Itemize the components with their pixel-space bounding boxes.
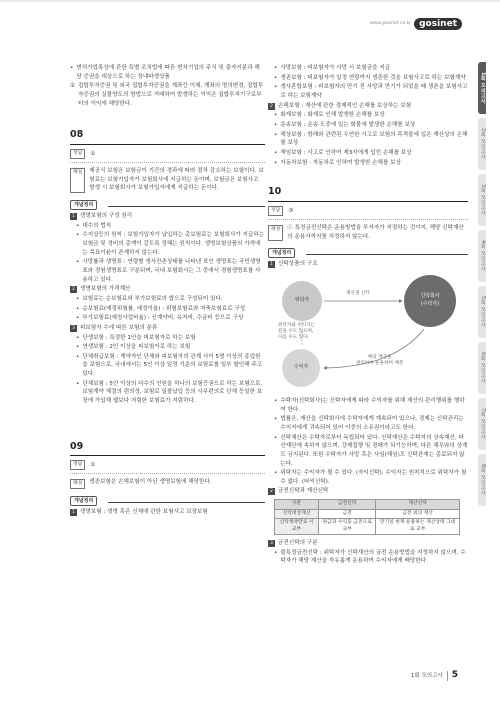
divider <box>70 162 265 163</box>
explanation <box>70 167 265 193</box>
right-column <box>268 64 468 567</box>
list-item: • 단생보험 : 특정한 1인을 피보험자로 하는 보험 <box>76 334 196 341</box>
explanation-text: 제공식 보험은 보험금이 기간의 경과에 따라 점차 감소하는 보험이다. 보험료는 보험가입자가 보험회사에 지급하는 돈이며, 보험금은 보험사고 발생 시 보험회사가 보험가입자에게 지급하는 돈이다. <box>89 168 264 192</box>
table-header-row <box>275 500 460 509</box>
divider <box>70 473 265 474</box>
table-cell: 만기일 현재 운용하는 재산상태 그대로 교부 <box>376 519 460 535</box>
list-item: • 생존보험 : 피보험자가 일정 연령까지 생존한 것을 보험사고로 하는 보험계약 <box>274 74 466 81</box>
list-item: • 부가보험료(예정사업비율) : 신계약비, 유지비, 수금비 등으로 구성 <box>76 315 244 322</box>
divider <box>108 502 265 503</box>
explanation-tag: 해설 <box>70 479 85 489</box>
question-number: 08 <box>70 128 265 145</box>
table-header: 금전신탁 <box>319 500 376 509</box>
list-item: • 해상보험 : 항해와 관련된 우연한 사고로 보험의 목적물에 입은 재산상의 손해를 보상 <box>274 131 468 147</box>
list-item: ② 집합투자증권 및 외국 집합투자증권을 계좌간 이체, 계좌의 명의변경, 집합투자증권의 실물양도의 방법으로 거래하여 발생하는 이익은 집합투자기구로부터의 이익에 해당한다. <box>70 83 264 107</box>
answer-line <box>268 206 468 216</box>
footer-divider <box>447 671 448 681</box>
table-cell: 신탁대상재산 <box>275 509 319 518</box>
table-cell: 금전 외의 재산 <box>376 509 460 518</box>
page-footer <box>411 669 458 683</box>
list-item: • 화재보험 : 화재로 인해 발생한 손해를 보상 <box>274 112 385 119</box>
explanation <box>70 478 265 489</box>
question-10 <box>268 185 468 566</box>
explanation-tag: 해설 <box>268 225 283 241</box>
node-beneficiary: 수익자 <box>282 349 320 387</box>
table-cell: 신탁계약만료 시 교부 <box>275 519 319 535</box>
top-rule <box>0 0 500 2</box>
list-item: • 수지상등의 원칙 : 보험가입자가 납입하는 총보험료는 보험회사가 지급하는 보험금 및 경비의 총액이 같도록 정해는 원칙이다. 생명보험상품의 가격에는 목표이윤이 존재하지 않는다. <box>76 232 265 256</box>
site-url: www.gosinet.co.kr <box>369 20 412 26</box>
divider <box>108 206 265 207</box>
tab-mock-exam-5[interactable]: 5회 모의고사 <box>478 286 486 338</box>
list-item: • 운송보험 : 운송 도중에 있는 화물에 발생한 손해를 보상 <box>274 121 416 128</box>
concept-label: 개념정리 <box>268 248 295 258</box>
list-item: • 불특정금전신탁 : 위탁자가 신탁재산의 금전 운용방법을 지정하지 않으며, 수탁자가 해당 재산을 자유롭게 운용하여 수익자에게 배당한다. <box>274 549 466 565</box>
list-item: • 대수의 법칙 <box>76 222 112 229</box>
tab-mock-exam-2[interactable]: 2회 모의고사 <box>478 118 486 170</box>
table-header: 재산신탁 <box>376 500 460 509</box>
section-heading: 3 피보험자 수에 따른 보험의 분류 <box>70 324 265 333</box>
list-item: • 순보험료(예정위험률, 예정이율) : 위험보험료와 저축보험료로 구성 <box>76 305 246 312</box>
answer-value: ① <box>90 150 96 157</box>
divider <box>268 219 468 220</box>
left-column <box>70 64 265 518</box>
question-number: 10 <box>268 185 468 202</box>
brand-logo: gosinet <box>414 18 462 30</box>
question-number: 09 <box>70 440 265 457</box>
list-item: • 보험료는 순보험료와 부가보험료의 합으로 구성되어 있다. <box>76 295 223 302</box>
table-row <box>275 509 460 518</box>
list-item: • 사망보험 : 피보험자가 사망 시 보험금을 지급 <box>274 65 391 71</box>
question-08 <box>70 128 265 405</box>
tab-mock-exam-7[interactable]: 7회 모의고사 <box>478 398 486 450</box>
explanation <box>268 224 468 241</box>
table-header: 구분 <box>275 500 319 509</box>
section-heading: 2 생명보험의 가격계산 <box>70 285 265 294</box>
explanation-tag: 해설 <box>70 168 85 193</box>
tab-mock-exam-4[interactable]: 4회 모의고사 <box>478 230 486 282</box>
concept-label: 개념정리 <box>70 200 97 210</box>
list-item: • 신탁재산은 수탁자로부터 독립되어 있다. 신탁재산은 수탁자의 상속재산, 파산재단에 속하지 않으며, 강제집행 및 경매가 되기능하며, 다른 채무와의 상계도 금지된다. 또한 수탁자가 사망 혹은 사임(해임)도 신탁관계는 종료되지 않는다. <box>274 434 468 467</box>
arrow-label-trust: 재산권 신탁 <box>346 290 370 296</box>
page-header <box>370 18 462 30</box>
tab-mock-exam-6[interactable]: 6회 모의고사 <box>478 342 486 394</box>
section-heading: 2 금전신탁과 재산신탁 <box>268 487 468 496</box>
arrow-label-distribution: 배당 재산을 관리하여 운용하여 배분 <box>356 354 404 366</box>
trust-structure-diagram <box>274 271 464 393</box>
explanation-text: 생존보험은 손해보험이 아닌 생명보험에 해당한다. <box>89 479 212 486</box>
tab-mock-exam-8[interactable]: 8회 모의고사 <box>478 454 486 506</box>
answer-line <box>70 149 265 159</box>
table-row <box>275 519 460 535</box>
list-item: • 단체보험 : 5인 이상의 다수의 인원을 하나의 보험증권으로 하는 보험으로, 보험계약 체결의 편의성, 보험료 일괄납입 등의 사무편의로 단체 등일한 보장에 가입해 웹보다 저렴한 보험료가 저렴하다. <box>76 380 263 405</box>
list-item: • 책임보험 : 사고로 인하여 제3자에게 입힌 손해를 보상 <box>274 149 412 156</box>
answer-line <box>70 460 265 470</box>
question-09 <box>70 440 265 517</box>
table-cell: 원금과 수익을 금전으로 교부 <box>319 519 376 535</box>
section-heading: 1 생명보험 : 생명 혹은 신체에 관한 보험사고 보장보험 <box>70 508 265 517</box>
answer-value: ③ <box>288 207 294 214</box>
list-item: • 생사혼합보험 : 피보험자의 만기 전 사망과 만기가 되었을 때 생존을 보험사고로 하는 보험계약 <box>274 84 468 99</box>
divider <box>306 254 468 255</box>
list-item: • 연생보험 : 2인 이상을 피보험자로 하는 보험 <box>76 344 191 351</box>
node-trustor: 위탁자 <box>282 281 322 321</box>
trust-comparison-table <box>274 499 460 535</box>
note-trustor-beneficiary: 위탁자와 수익자는 같을 수도 있으며, 다를 수도 있다. <box>278 322 315 340</box>
page-number: 5 <box>451 670 458 681</box>
list-item: • 단체취급보험 : 계약자인 단체와 피보험자의 관계 사이 5명 이상의 종업원을 보험으로, 국내에서는 5인 이상 일정 기준의 보험료를 일부 할인해 주고 있다. <box>76 353 263 378</box>
concept-label: 개념정리 <box>70 496 97 506</box>
answer-value: ① <box>90 462 96 469</box>
section-heading: 1 생명보험의 구성 원리 <box>70 212 265 221</box>
explanation-text: ⓒ 특정금전신탁은 운용방법을 투자자가 지정하는 것이지, 해당 신탁재산의 운용자까지를 지정하지 않는다. <box>287 224 464 240</box>
section-heading: 2 손해보험 : 재산에 관한 경제적인 손해를 보상하는 보험 <box>268 102 468 111</box>
chapter-tabs <box>478 62 500 510</box>
answer-tag: 정답 <box>268 206 283 216</box>
node-trust-company: 신탁회사 (수탁자) <box>404 275 456 327</box>
list-item: • 위탁자는 수익자가 될 수 있다. (자익신탁). 수익자는 원칙적으로 위탁자가 될 수 없다. (타익신탁). <box>274 470 467 485</box>
section-heading: 1 신탁상품의 구조 <box>268 260 468 269</box>
tab-mock-exam-3[interactable]: 3회 모의고사 <box>478 174 486 226</box>
table-cell: 금전 <box>319 509 376 518</box>
tab-mock-exam-1[interactable]: 1회 모의고사 <box>478 62 486 114</box>
section-heading: 3 금전신탁의 구분 <box>268 539 468 548</box>
list-item: • 변처가업록상에 관한 특별 조치법에 따른 변처기업의 주식 및 출자지분과 해당 증권을 대상으로 하는 장내파생상품 <box>70 65 260 80</box>
left-top-bullets <box>70 64 265 108</box>
list-item: • 사망률과 생명표 : 연령별 생사잔존상태를 나타낸 표인 생명표는 국민생명표와 경험생명표로 구분되며, 국내 보험회사는 그 중에서 경험생명표를 사용하고 있다. <box>76 259 261 283</box>
footer-label: 1회 모의고사 <box>410 672 443 679</box>
answer-tag: 정답 <box>70 149 85 159</box>
list-item: • 수탁자(신탁회사)는 신탁자에게 따라 수익자를 위해 재산의 관리행위를 행하여 한다. <box>274 397 465 413</box>
answer-tag: 정답 <box>70 460 85 470</box>
list-item: • 법률은, 재산을 신탁회사에 수탁자에게 계속되어 있으나, 경제는 신탁관리는 수익자에게 귀속되어 있어 이중의 소유권이라고도 한다. <box>274 416 464 431</box>
list-item: • 자동차보험 : 자동차로 인하여 발생한 손해를 보상 <box>274 159 401 166</box>
